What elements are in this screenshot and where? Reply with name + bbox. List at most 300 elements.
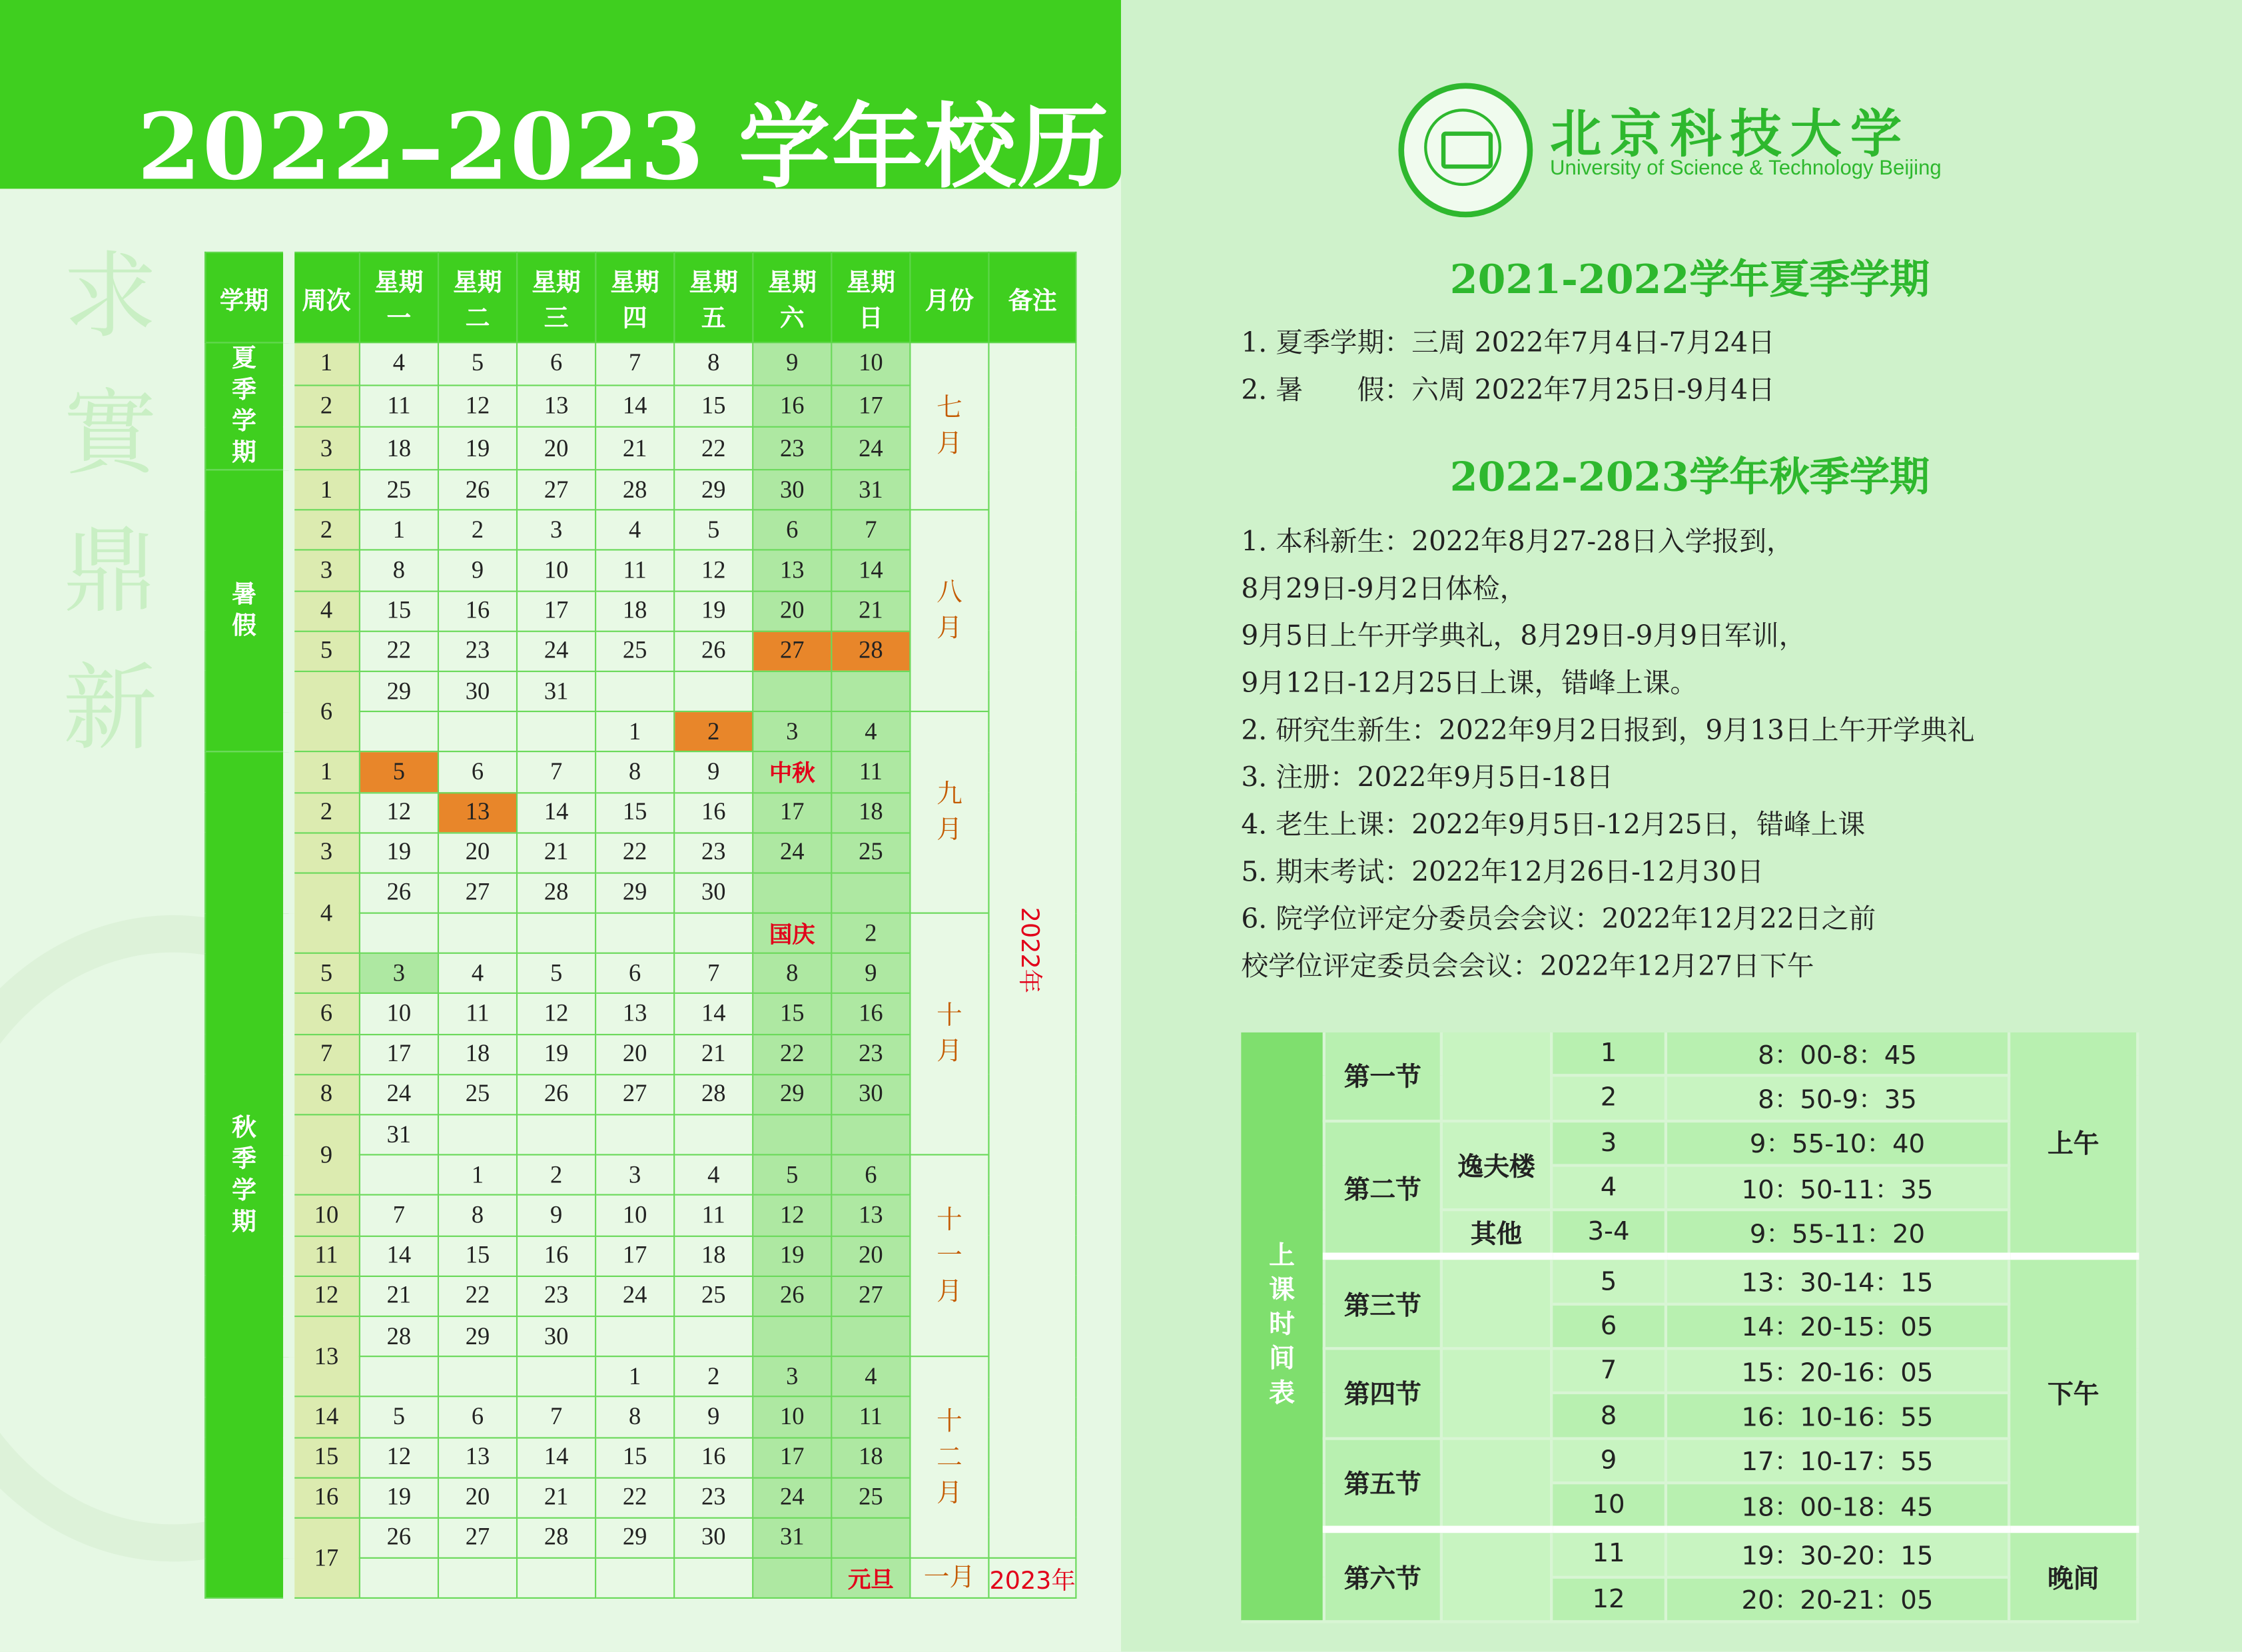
autumn-line: 1. 本科新生：2022年8月27-28日入学报到， [1241, 526, 1794, 558]
day-cell: 24 [831, 427, 910, 470]
timetable-row [1241, 1438, 2137, 1483]
week-number: 5 [288, 631, 360, 671]
day-cell: 26 [674, 631, 753, 671]
day-cell: 13 [831, 1195, 910, 1236]
day-cell: 1 [595, 711, 674, 752]
day-cell: 国庆 [753, 913, 831, 954]
day-cell [595, 1558, 674, 1599]
period-number: 10 [1551, 1483, 1666, 1529]
week-number: 2 [288, 385, 360, 428]
day-cell: 6 [595, 953, 674, 994]
day-cell: 8 [753, 953, 831, 994]
day-cell: 12 [360, 792, 438, 833]
day-cell: 14 [517, 1437, 595, 1477]
header-cell: 星期 日 [831, 252, 910, 342]
day-cell: 19 [438, 427, 517, 470]
day-cell: 24 [517, 631, 595, 671]
day-cell: 18 [438, 1034, 517, 1074]
day-cell [831, 671, 910, 712]
building-cell [1441, 1257, 1551, 1349]
day-cell: 8 [360, 550, 438, 591]
day-cell: 29 [674, 470, 753, 510]
day-cell: 7 [595, 342, 674, 385]
day-cell: 14 [360, 1236, 438, 1276]
day-cell: 30 [438, 671, 517, 712]
day-cell: 13 [753, 550, 831, 591]
day-cell: 25 [831, 833, 910, 873]
day-cell: 19 [753, 1236, 831, 1276]
day-cell: 26 [517, 1074, 595, 1115]
day-cell: 14 [831, 550, 910, 591]
day-cell: 4 [360, 342, 438, 385]
period-time: 16：10-16：55 [1666, 1394, 2009, 1438]
day-cell: 19 [360, 1477, 438, 1518]
day-cell: 12 [360, 1437, 438, 1477]
header-cell: 星期 三 [517, 252, 595, 342]
day-cell: 7 [674, 953, 753, 994]
building-cell [1441, 1529, 1551, 1621]
day-cell [595, 1316, 674, 1357]
day-part: 下午 [2009, 1257, 2137, 1530]
day-cell: 20 [831, 1236, 910, 1276]
period-time: 9：55-10：40 [1666, 1120, 2009, 1165]
header-cell: 月份 [910, 252, 988, 342]
day-cell: 31 [360, 1114, 438, 1155]
day-cell: 28 [517, 873, 595, 913]
day-cell: 16 [438, 591, 517, 631]
autumn-line: 4. 老生上课：2022年9月5日-12月25日，错峰上课 [1241, 809, 1866, 841]
header-cell: 周次 [288, 252, 360, 342]
month-label: 十 一 月 [910, 1155, 988, 1357]
day-cell: 5 [753, 1155, 831, 1196]
day-cell: 9 [674, 752, 753, 793]
day-cell: 6 [438, 752, 517, 793]
period-number: 4 [1551, 1165, 1666, 1210]
period-time: 17：10-17：55 [1666, 1438, 2009, 1483]
session-name: 第五节 [1324, 1438, 1441, 1530]
term-label: 暑 假 [205, 470, 288, 752]
day-cell: 25 [674, 1276, 753, 1316]
summer-line: 1. 夏季学期：三周 2022年7月4日-7月24日 [1241, 327, 1775, 359]
day-cell [831, 873, 910, 913]
day-cell: 24 [595, 1276, 674, 1316]
day-cell: 5 [360, 1397, 438, 1438]
day-cell: 17 [517, 591, 595, 631]
calendar-row [205, 510, 1076, 551]
day-cell: 3 [753, 1356, 831, 1397]
day-cell: 5 [438, 342, 517, 385]
week-number: 7 [288, 1034, 360, 1074]
period-number: 9 [1551, 1438, 1666, 1483]
day-cell: 2 [517, 1155, 595, 1196]
day-cell: 16 [831, 994, 910, 1034]
day-cell: 27 [438, 873, 517, 913]
day-cell: 23 [831, 1034, 910, 1074]
day-cell [438, 711, 517, 752]
day-cell [360, 711, 438, 752]
month-label: 八 月 [910, 510, 988, 712]
day-cell [517, 1114, 595, 1155]
period-number: 11 [1551, 1529, 1666, 1576]
day-cell: 9 [674, 1397, 753, 1438]
day-cell: 16 [753, 385, 831, 428]
day-cell: 13 [517, 385, 595, 428]
day-cell: 17 [753, 1437, 831, 1477]
day-cell: 4 [438, 953, 517, 994]
day-cell: 9 [438, 550, 517, 591]
day-cell: 4 [595, 510, 674, 551]
day-cell: 29 [360, 671, 438, 712]
day-cell: 7 [517, 1397, 595, 1438]
day-cell: 28 [360, 1316, 438, 1357]
autumn-line: 2. 研究生新生：2022年9月2日报到，9月13日上午开学典礼 [1241, 715, 1975, 747]
month-label: 九 月 [910, 711, 988, 913]
day-cell: 11 [831, 1397, 910, 1438]
week-number: 1 [288, 752, 360, 793]
day-cell: 3 [753, 711, 831, 752]
day-cell: 18 [595, 591, 674, 631]
day-cell: 28 [674, 1074, 753, 1115]
week-number: 14 [288, 1397, 360, 1438]
day-cell: 10 [360, 994, 438, 1034]
day-cell: 15 [674, 385, 753, 428]
week-number: 17 [288, 1517, 360, 1598]
day-cell: 21 [360, 1276, 438, 1316]
day-cell: 16 [674, 1437, 753, 1477]
month-label: 十 二 月 [910, 1356, 988, 1558]
day-cell: 14 [517, 792, 595, 833]
day-cell: 27 [831, 1276, 910, 1316]
day-cell [674, 1316, 753, 1357]
day-cell: 10 [753, 1397, 831, 1438]
day-cell: 12 [517, 994, 595, 1034]
day-cell: 16 [674, 792, 753, 833]
week-number: 1 [288, 470, 360, 510]
day-cell: 22 [360, 631, 438, 671]
day-cell: 30 [674, 873, 753, 913]
day-cell: 3 [595, 1155, 674, 1196]
period-number: 12 [1551, 1577, 1666, 1621]
period-number: 2 [1551, 1076, 1666, 1120]
day-cell: 6 [438, 1397, 517, 1438]
day-cell [674, 671, 753, 712]
day-cell: 11 [674, 1195, 753, 1236]
timetable-row [1241, 1349, 2137, 1394]
building-name: 逸夫楼 [1441, 1120, 1551, 1210]
autumn-term-heading: 2022-2023学年秋季学期 [1449, 453, 1930, 501]
day-cell: 29 [595, 873, 674, 913]
day-cell: 12 [438, 385, 517, 428]
month-label: 十 月 [910, 913, 988, 1155]
day-cell: 13 [438, 792, 517, 833]
header-cell: 星期 五 [674, 252, 753, 342]
session-name: 第一节 [1324, 1032, 1441, 1120]
period-number: 8 [1551, 1394, 1666, 1438]
autumn-line: 6. 院学位评定分委员会会议：2022年12月22日之前 [1241, 903, 1876, 935]
day-cell: 27 [438, 1517, 517, 1558]
day-cell: 26 [360, 873, 438, 913]
week-number: 5 [288, 953, 360, 994]
day-cell: 4 [831, 711, 910, 752]
week-number: 4 [288, 591, 360, 631]
day-cell: 17 [595, 1236, 674, 1276]
building-cell [1441, 1349, 1551, 1438]
day-cell: 18 [674, 1236, 753, 1276]
week-number: 3 [288, 550, 360, 591]
day-part: 晚间 [2009, 1529, 2137, 1621]
day-cell: 9 [753, 342, 831, 385]
week-number: 8 [288, 1074, 360, 1115]
day-part: 上午 [2009, 1032, 2137, 1257]
note-year-2023: 2023年 [988, 1558, 1076, 1599]
period-number: 3 [1551, 1120, 1666, 1165]
day-cell [438, 1558, 517, 1599]
day-cell: 27 [517, 470, 595, 510]
timetable-row [1241, 1120, 2137, 1165]
day-cell: 2 [438, 510, 517, 551]
day-cell: 13 [438, 1437, 517, 1477]
autumn-line: 8月29日-9月2日体检， [1241, 573, 1527, 606]
day-cell: 30 [831, 1074, 910, 1115]
day-cell [753, 1316, 831, 1357]
day-cell: 6 [831, 1155, 910, 1196]
day-cell [360, 1558, 438, 1599]
day-cell [674, 1558, 753, 1599]
day-cell: 15 [753, 994, 831, 1034]
timetable-row [1241, 1529, 2137, 1576]
day-cell: 1 [595, 1356, 674, 1397]
day-cell: 18 [831, 792, 910, 833]
day-cell: 19 [517, 1034, 595, 1074]
day-cell: 10 [831, 342, 910, 385]
header-cell: 星期 一 [360, 252, 438, 342]
day-cell: 22 [674, 427, 753, 470]
day-cell: 27 [595, 1074, 674, 1115]
day-cell: 25 [831, 1477, 910, 1518]
day-cell: 8 [438, 1195, 517, 1236]
day-cell: 18 [360, 427, 438, 470]
day-cell [753, 1114, 831, 1155]
period-time: 8：50-9：35 [1666, 1076, 2009, 1120]
day-cell: 26 [753, 1276, 831, 1316]
header-cell: 备注 [988, 252, 1076, 342]
day-cell: 5 [360, 752, 438, 793]
week-number: 6 [288, 671, 360, 752]
day-cell: 8 [674, 342, 753, 385]
day-cell: 8 [595, 1397, 674, 1438]
day-cell: 21 [674, 1034, 753, 1074]
session-name: 第六节 [1324, 1529, 1441, 1621]
day-cell: 23 [438, 631, 517, 671]
day-cell [753, 873, 831, 913]
timetable-row [1241, 1257, 2137, 1304]
day-cell: 25 [360, 470, 438, 510]
day-cell: 31 [753, 1517, 831, 1558]
day-cell: 10 [517, 550, 595, 591]
day-cell [595, 671, 674, 712]
day-cell: 17 [831, 385, 910, 428]
day-cell: 元旦 [831, 1558, 910, 1599]
day-cell: 4 [674, 1155, 753, 1196]
day-cell: 27 [753, 631, 831, 671]
period-time: 15：20-16：05 [1666, 1349, 2009, 1394]
day-cell: 3 [517, 510, 595, 551]
university-name-en: University of Science & Technology Beijing [1550, 157, 1942, 181]
day-cell: 28 [831, 631, 910, 671]
day-cell: 7 [517, 752, 595, 793]
day-cell: 1 [438, 1155, 517, 1196]
period-number: 7 [1551, 1349, 1666, 1394]
day-cell: 3 [360, 953, 438, 994]
week-number: 2 [288, 510, 360, 551]
day-cell [595, 913, 674, 954]
day-cell: 30 [674, 1517, 753, 1558]
summer-line: 2. 暑 假：六周 2022年7月25日-9月4日 [1241, 374, 1775, 406]
day-cell: 6 [753, 510, 831, 551]
period-time: 10：50-11：35 [1666, 1165, 2009, 1210]
day-cell: 20 [753, 591, 831, 631]
day-cell: 5 [517, 953, 595, 994]
session-name: 第四节 [1324, 1349, 1441, 1438]
day-cell [360, 1155, 438, 1196]
autumn-line: 9月12日-12月25日上课，错峰上课。 [1241, 667, 1698, 699]
day-cell: 13 [595, 994, 674, 1034]
header-cell: 星期 二 [438, 252, 517, 342]
day-cell: 22 [595, 833, 674, 873]
day-cell: 4 [831, 1356, 910, 1397]
day-cell [517, 913, 595, 954]
day-cell: 中秋 [753, 752, 831, 793]
period-number: 1 [1551, 1032, 1666, 1076]
day-cell: 7 [360, 1195, 438, 1236]
week-number: 6 [288, 994, 360, 1034]
timetable-row [1241, 1032, 2137, 1076]
day-cell [831, 1114, 910, 1155]
header-cell: 星期 四 [595, 252, 674, 342]
day-cell [753, 671, 831, 712]
day-cell [438, 1356, 517, 1397]
building-name: 其他 [1441, 1210, 1551, 1257]
timetable-label: 上 课 时 间 表 [1241, 1032, 1324, 1621]
day-cell [753, 1558, 831, 1599]
period-number: 6 [1551, 1304, 1666, 1348]
building-cell [1441, 1438, 1551, 1530]
day-cell [360, 1356, 438, 1397]
day-cell [831, 1517, 910, 1558]
autumn-line: 9月5日上午开学典礼，8月29日-9月9日军训， [1241, 620, 1806, 652]
month-label: 一月 [910, 1558, 988, 1599]
day-cell: 8 [595, 752, 674, 793]
autumn-line: 3. 注册：2022年9月5日-18日 [1241, 762, 1614, 794]
day-cell: 21 [517, 833, 595, 873]
week-number: 13 [288, 1316, 360, 1397]
day-cell: 26 [438, 470, 517, 510]
month-label: 七 月 [910, 342, 988, 510]
note-text: 2022年 [1014, 907, 1044, 994]
day-cell: 24 [753, 1477, 831, 1518]
header-cell: 星期 六 [753, 252, 831, 342]
day-cell: 15 [360, 591, 438, 631]
day-cell: 18 [831, 1437, 910, 1477]
day-cell: 28 [595, 470, 674, 510]
day-cell: 10 [595, 1195, 674, 1236]
day-cell: 11 [438, 994, 517, 1034]
building-cell [1441, 1032, 1551, 1120]
week-number: 15 [288, 1437, 360, 1477]
day-cell: 15 [438, 1236, 517, 1276]
day-cell: 25 [595, 631, 674, 671]
day-cell: 20 [517, 427, 595, 470]
day-cell [674, 913, 753, 954]
day-cell: 11 [831, 752, 910, 793]
day-cell: 6 [517, 342, 595, 385]
day-cell: 29 [753, 1074, 831, 1115]
day-cell: 14 [674, 994, 753, 1034]
day-cell: 29 [595, 1517, 674, 1558]
day-cell: 28 [517, 1517, 595, 1558]
day-cell [517, 711, 595, 752]
day-cell: 25 [438, 1074, 517, 1115]
period-time: 8：00-8：45 [1666, 1032, 2009, 1076]
day-cell: 26 [360, 1517, 438, 1558]
day-cell: 29 [438, 1316, 517, 1357]
day-cell: 17 [753, 792, 831, 833]
period-time: 18：00-18：45 [1666, 1483, 2009, 1529]
day-cell: 11 [595, 550, 674, 591]
day-cell: 9 [831, 953, 910, 994]
week-number: 1 [288, 342, 360, 385]
day-cell [438, 1114, 517, 1155]
day-cell: 1 [360, 510, 438, 551]
day-cell: 2 [674, 711, 753, 752]
motto-calligraphy: 求 實 鼎 新 [63, 241, 158, 764]
day-cell: 11 [360, 385, 438, 428]
autumn-line: 校学位评定委员会会议：2022年12月27日下午 [1241, 951, 1814, 983]
day-cell: 30 [753, 470, 831, 510]
session-name: 第三节 [1324, 1257, 1441, 1349]
day-cell: 19 [674, 591, 753, 631]
term-label: 秋 季 学 期 [205, 752, 288, 1599]
day-cell: 7 [831, 510, 910, 551]
day-cell: 19 [360, 833, 438, 873]
day-cell: 17 [360, 1034, 438, 1074]
day-cell [674, 1114, 753, 1155]
day-cell: 2 [831, 913, 910, 954]
week-number: 16 [288, 1477, 360, 1518]
term-label: 夏 季 学 期 [205, 342, 288, 470]
day-cell: 30 [517, 1316, 595, 1357]
day-cell: 22 [438, 1276, 517, 1316]
academic-calendar-table [204, 252, 1077, 1599]
period-time: 19：30-20：15 [1666, 1529, 2009, 1576]
week-number: 9 [288, 1114, 360, 1195]
day-cell: 24 [753, 833, 831, 873]
note-year-2022 [988, 342, 1076, 1558]
day-cell [360, 913, 438, 954]
header-cell: 学期 [205, 252, 288, 342]
period-time: 20：20-21：05 [1666, 1577, 2009, 1621]
period-time: 9：55-11：20 [1666, 1210, 2009, 1257]
session-name: 第二节 [1324, 1120, 1441, 1257]
day-cell: 22 [595, 1477, 674, 1518]
day-cell: 5 [674, 510, 753, 551]
summer-term-heading: 2021-2022学年夏季学期 [1449, 256, 1930, 304]
day-cell: 21 [517, 1477, 595, 1518]
calendar-row [205, 342, 1076, 385]
day-cell: 16 [517, 1236, 595, 1276]
week-number: 4 [288, 873, 360, 953]
day-cell: 24 [360, 1074, 438, 1115]
